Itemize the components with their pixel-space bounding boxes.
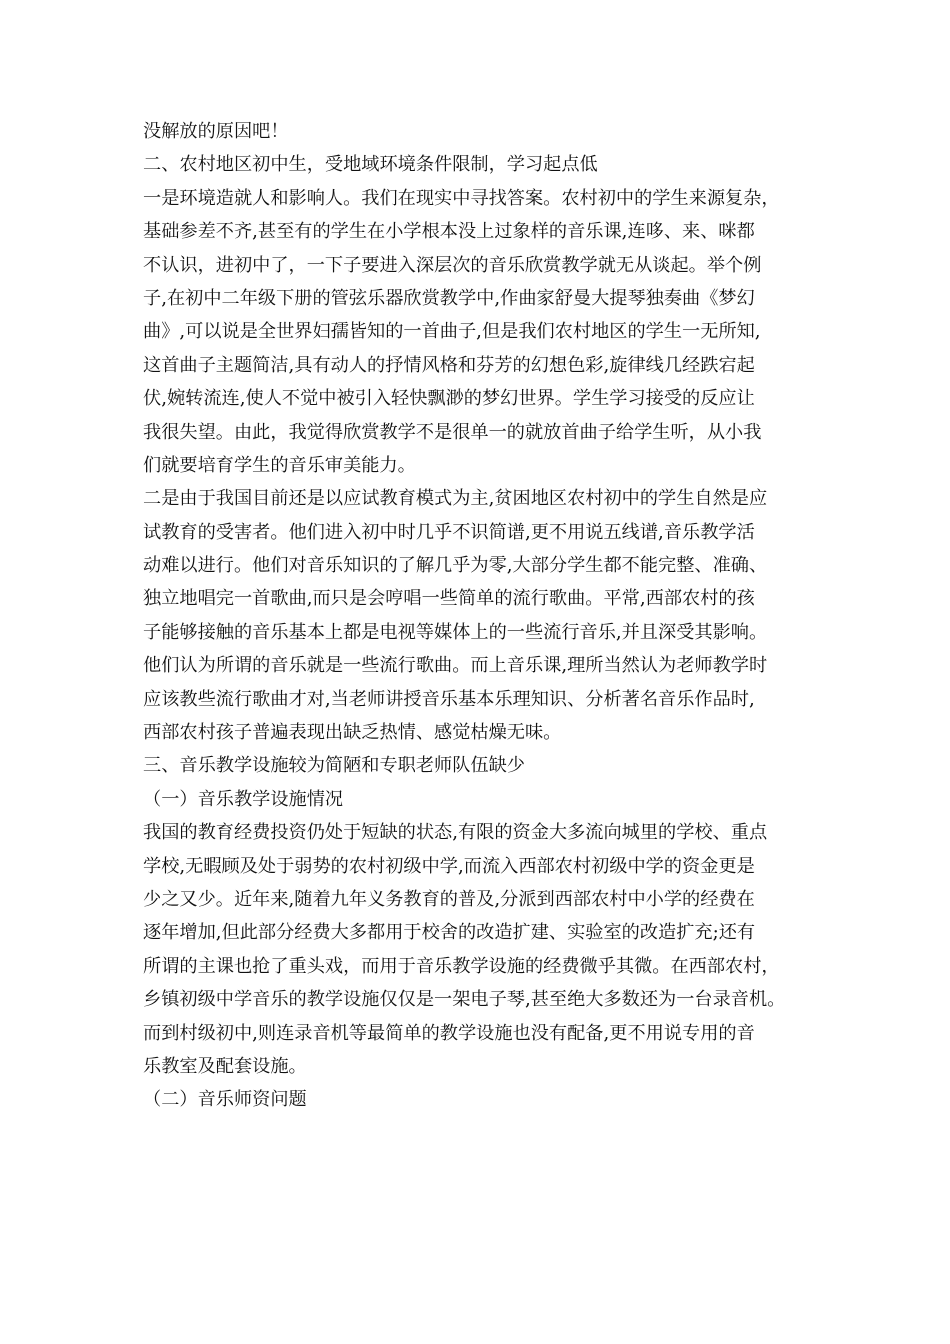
text-line: 我很失望。由此，我觉得欣赏教学不是很单一的就放首曲子给学生听，从小我 [143,421,762,443]
text-line: 没解放的原因吧！ [143,121,289,142]
text-line: 少之又少。近年来,随着九年义务教育的普及,分派到西部农村中小学的经费在 [143,888,755,910]
subsection-heading-1: （一）音乐教学设施情况 [143,788,344,810]
text-line: 一是环境造就人和影响人。我们在现实中寻找答案。农村初中的学生来源复杂， [143,187,780,209]
text-line: 乡镇初级中学音乐的教学设施仅仅是一架电子琴,甚至绝大多数还为一台录音机。 [143,989,786,1011]
text-line: 子能够接触的音乐基本上都是电视等媒体上的一些流行音乐,并且深受其影响。 [143,621,768,643]
text-line: 乐教室及配套设施。 [143,1055,307,1077]
section-heading-2: 二、农村地区初中生，受地域环境条件限制，学习起点低 [143,154,598,176]
text-line: 西部农村孩子普遍表现出缺乏热情、感觉枯燥无味。 [143,722,562,744]
section-heading-3: 三、音乐教学设施较为简陋和专职老师队伍缺少 [143,755,525,777]
text-line: 他们认为所谓的音乐就是一些流行歌曲。而上音乐课,理所当然认为老师教学时 [143,655,768,677]
text-line: 逐年增加,但此部分经费大多都用于校舍的改造扩建、实验室的改造扩充;还有 [143,922,756,944]
text-line: 独立地唱完一首歌曲,而只是会哼唱一些简单的流行歌曲。平常,西部农村的孩 [143,588,755,610]
text-line: 伏,婉转流连,使人不觉中被引入轻快飘渺的梦幻世界。学生学习接受的反应让 [143,388,755,410]
text-line: 子,在初中二年级下册的管弦乐器欣赏教学中,作曲家舒曼大提琴独奏曲《梦幻 [143,287,755,309]
text-line: 曲》,可以说是全世界妇孺皆知的一首曲子,但是我们农村地区的学生一无所知, [143,321,761,343]
subsection-heading-2: （二）音乐师资问题 [143,1089,307,1111]
text-line: 我国的教育经费投资仍处于短缺的状态,有限的资金大多流向城里的学校、重点 [143,822,768,844]
text-line: 试教育的受害者。他们进入初中时几乎不识简谱,更不用说五线谱,音乐教学活 [143,521,755,543]
text-line: 们就要培育学生的音乐审美能力。 [143,454,416,476]
text-line: 动难以进行。他们对音乐知识的了解几乎为零,大部分学生都不能完整、准确、 [143,555,768,577]
text-line: 基础参差不齐,甚至有的学生在小学根本没上过象样的音乐课,连哆、来、咪都 [143,221,755,243]
document-body [143,115,818,1117]
text-line: 应该教些流行歌曲才对,当老师讲授音乐基本乐理知识、分析著名音乐作品时, [143,688,755,710]
text-line: 学校,无暇顾及处于弱势的农村初级中学,而流入西部农村初级中学的资金更是 [143,855,755,877]
text-line: 不认识，进初中了，一下子要进入深层次的音乐欣赏教学就无从谈起。举个例 [143,254,762,276]
text-line: 而到村级初中,则连录音机等最简单的教学设施也没有配备,更不用说专用的音 [143,1022,755,1044]
text-line: 所谓的主课也抢了重头戏，而用于音乐教学设施的经费微乎其微。在西部农村， [143,955,780,977]
text-line: 二是由于我国目前还是以应试教育模式为主,贫困地区农村初中的学生自然是应 [143,488,768,510]
text-line: 这首曲子主题简洁,具有动人的抒情风格和芬芳的幻想色彩,旋律线几经跌宕起 [143,354,755,376]
